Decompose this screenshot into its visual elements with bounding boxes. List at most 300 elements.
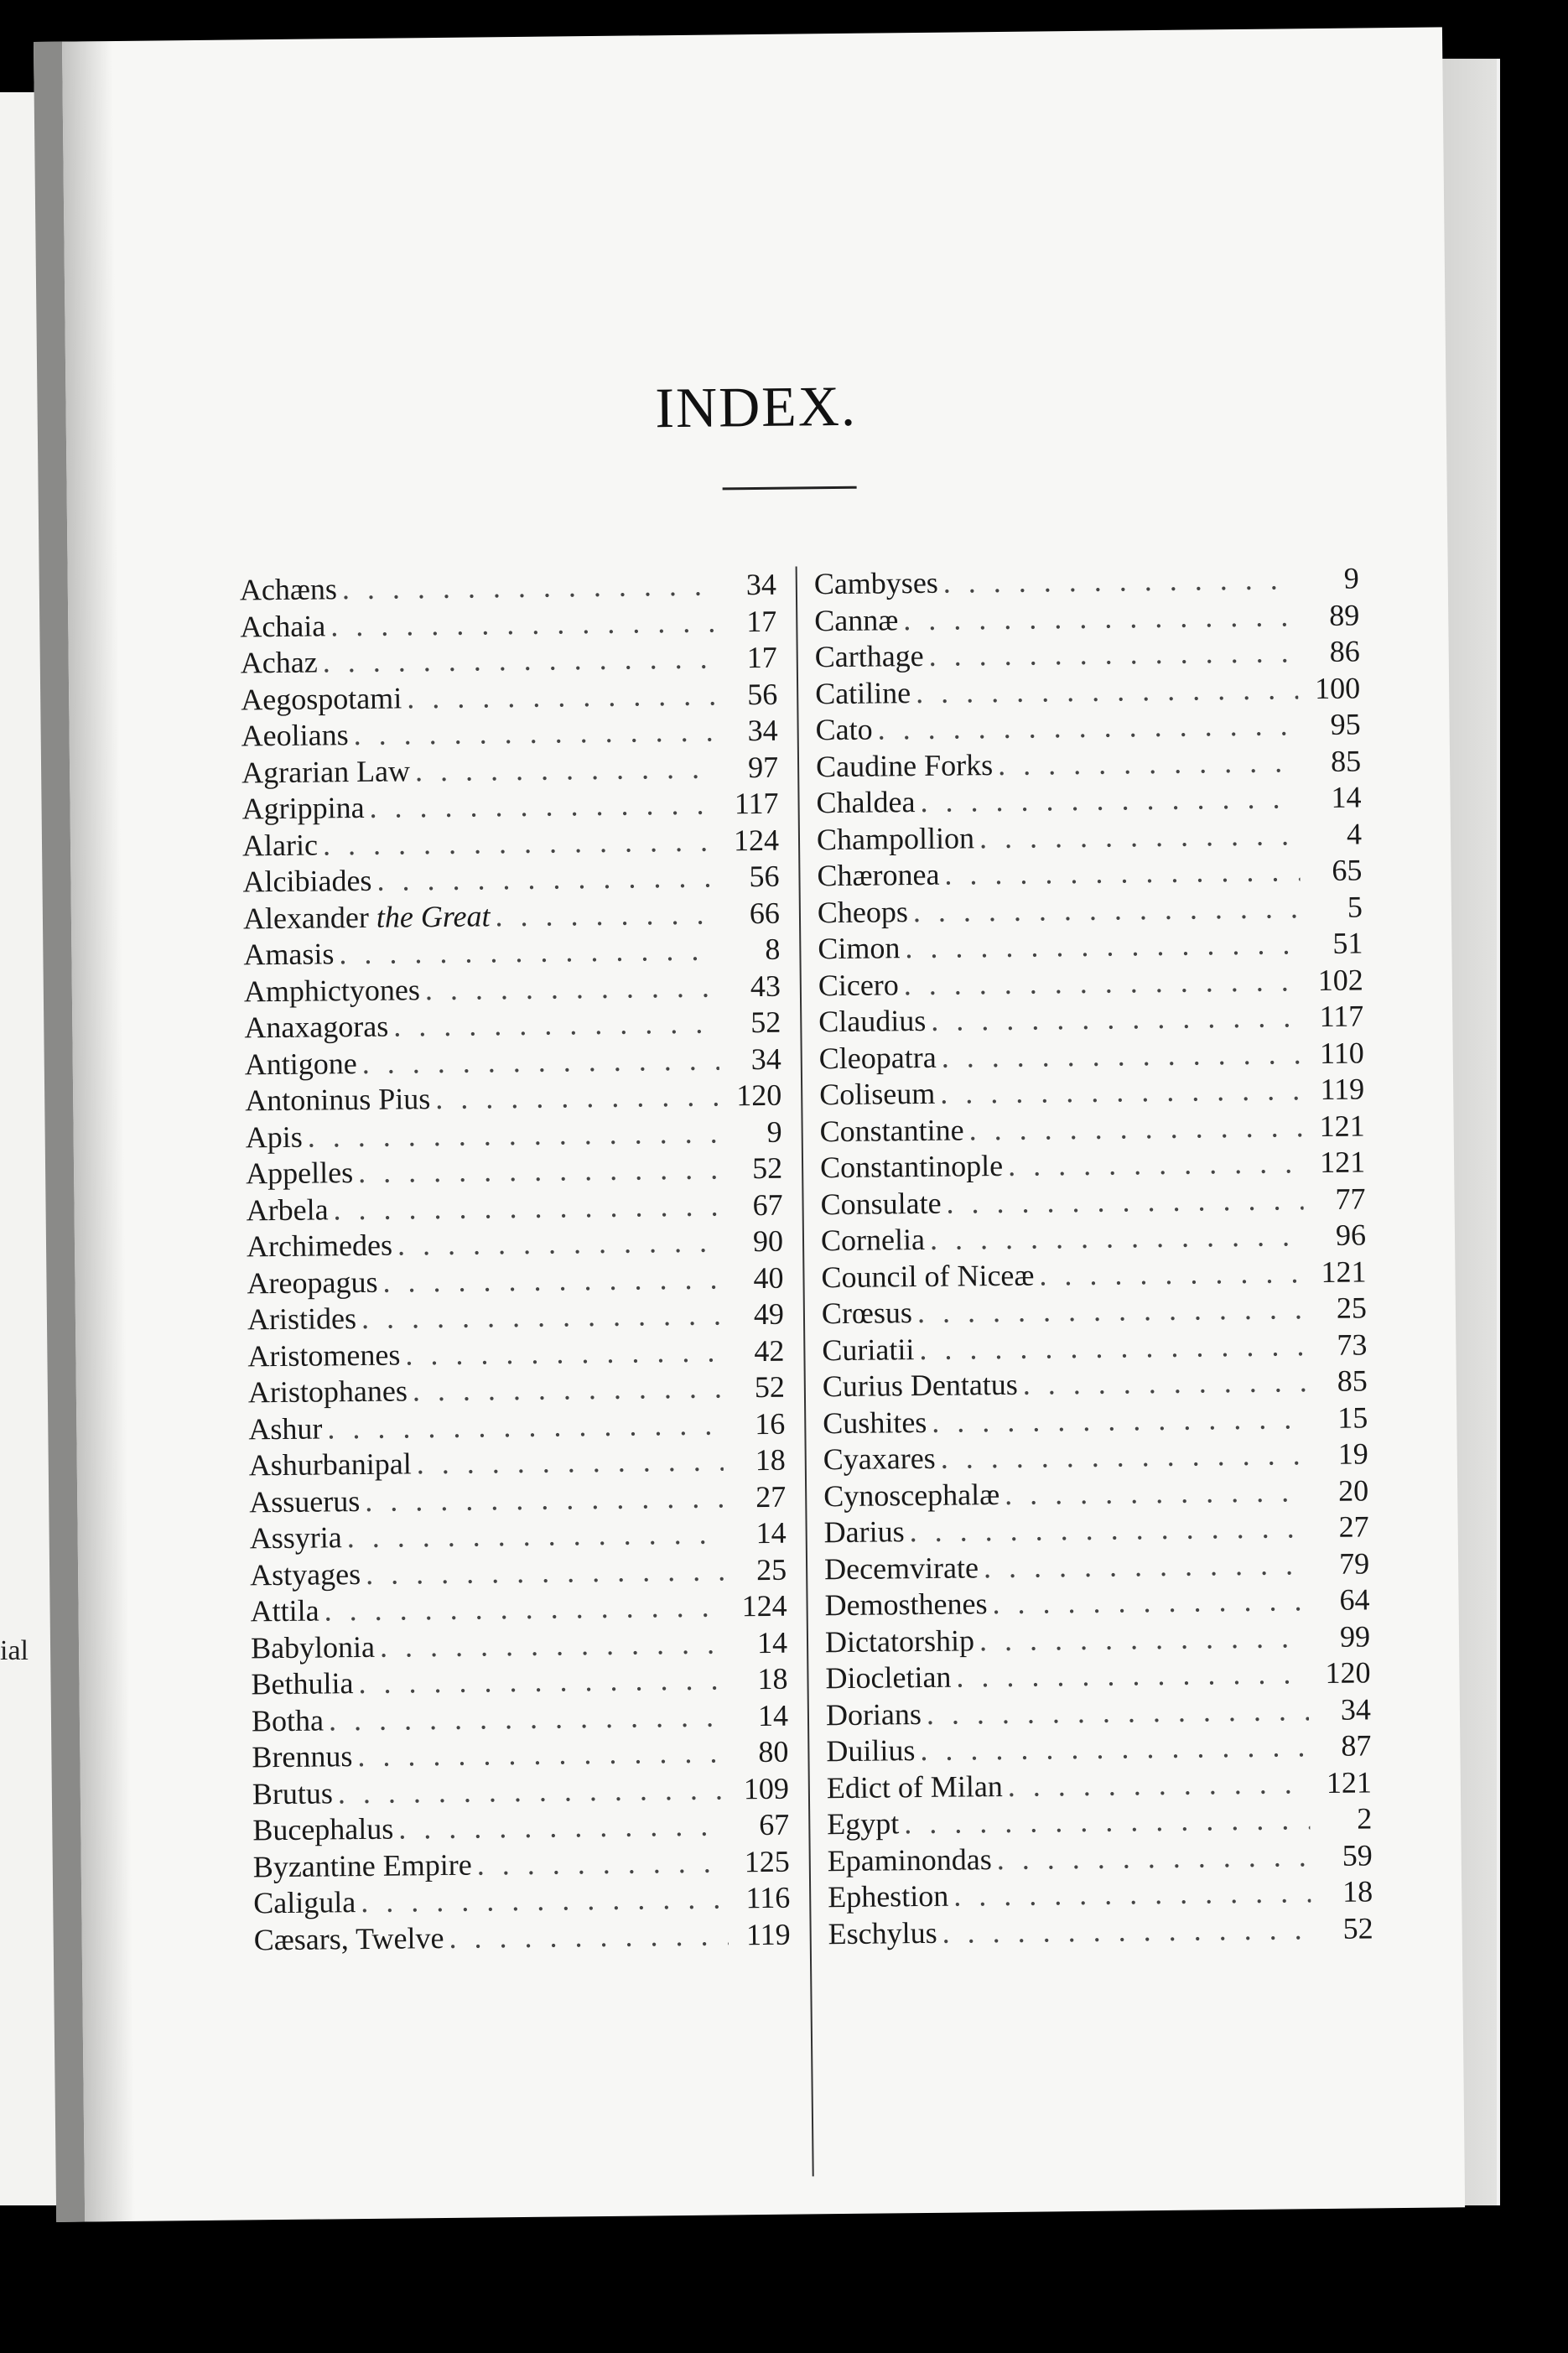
dot-leader: [992, 1838, 1311, 1877]
index-entry: [241, 713, 777, 755]
index-entry: [244, 968, 781, 1010]
index-entry: [825, 1654, 1370, 1696]
dot-leader: [1003, 1145, 1303, 1183]
dot-leader: [939, 853, 1300, 892]
index-entry: [815, 670, 1360, 712]
dot-leader: [941, 1182, 1303, 1221]
dot-leader: [923, 634, 1297, 673]
index-entry: [251, 1661, 787, 1703]
index-entry: [823, 1436, 1368, 1478]
dot-leader: [319, 1588, 724, 1628]
gutter-shade: [62, 41, 135, 2221]
index-entry-name: Council of Niceæ: [821, 1258, 1035, 1294]
index-entry-page: 14: [1331, 780, 1362, 814]
index-entry: [825, 1618, 1370, 1660]
index-entry-name: Alcibiades: [242, 863, 372, 899]
index-entry-name: Cleopatra: [818, 1040, 937, 1075]
index-entry-name: Cæsars, Twelve: [253, 1920, 444, 1956]
index-entry-page: 34: [747, 713, 778, 748]
index-entry-name: Astyages: [249, 1556, 361, 1592]
index-entry: [824, 1582, 1369, 1623]
index-entry-name: Alaric: [241, 828, 319, 862]
index-entry: [826, 1727, 1371, 1769]
index-entry-page: 90: [752, 1223, 784, 1259]
book-page: [34, 27, 1465, 2221]
index-column-right: [814, 560, 1373, 1952]
index-entry-name: Achaia: [240, 608, 326, 643]
index-entry-page: 16: [755, 1406, 786, 1441]
index-entry-name: Epaminondas: [827, 1841, 992, 1878]
index-entry: [241, 640, 777, 682]
index-entry-page: 8: [765, 932, 781, 966]
index-entry-name: Curiatii: [822, 1332, 915, 1367]
index-entry-name: Ashur: [248, 1410, 323, 1446]
index-entry-name: Appelles: [245, 1156, 354, 1191]
index-entry-name: Archimedes: [246, 1228, 393, 1264]
index-entry-name: Areopagus: [247, 1265, 378, 1300]
index-entry: [827, 1764, 1372, 1806]
index-entry-name: Chæronea: [817, 857, 940, 893]
dot-leader: [935, 1072, 1302, 1111]
index-entry-name: Agrippina: [241, 790, 365, 826]
index-entry-name: Amasis: [243, 937, 335, 972]
index-entry-page: 18: [757, 1661, 788, 1696]
dot-leader: [317, 641, 714, 680]
index-entry-name: Diocletian: [825, 1660, 952, 1696]
index-entry: [244, 1005, 781, 1047]
index-entry: [252, 1734, 788, 1776]
dot-leader: [334, 932, 718, 972]
dot-leader: [357, 1041, 719, 1081]
index-entry-name: Egypt: [827, 1806, 900, 1841]
index-entry: [815, 706, 1360, 748]
index-entry-page: 56: [749, 859, 780, 894]
index-entry-page: 17: [746, 604, 777, 638]
dot-leader: [341, 1515, 724, 1555]
index-entry: [248, 1369, 785, 1411]
dot-leader: [999, 1473, 1306, 1512]
index-entry: [823, 1473, 1368, 1514]
index-entry: [819, 1035, 1364, 1077]
index-entry: [248, 1405, 785, 1447]
dot-leader: [993, 744, 1299, 782]
index-entry-name: Achaz: [240, 645, 318, 680]
index-entry-page: 34: [745, 567, 777, 602]
index-entry: [252, 1770, 789, 1812]
dot-leader: [356, 1296, 722, 1336]
index-entry: [823, 1400, 1368, 1441]
index-entry: [247, 1332, 784, 1374]
index-entry-name: Antigone: [244, 1046, 357, 1081]
dot-leader: [914, 1327, 1305, 1367]
index-entry-name: Botha: [251, 1702, 325, 1737]
index-entry: [816, 743, 1361, 785]
index-entry: [818, 998, 1363, 1040]
dot-leader: [337, 568, 714, 607]
dot-leader: [412, 1442, 724, 1481]
index-entry: [249, 1478, 786, 1520]
index-entry-name: Demosthenes: [824, 1587, 988, 1623]
index-entry: [246, 1187, 782, 1228]
index-entry-name: Constantine: [819, 1112, 964, 1148]
dot-leader: [325, 604, 714, 643]
index-entry-page: 9: [1343, 561, 1359, 595]
index-entry-page: 97: [747, 750, 779, 784]
index-entry-page: 87: [1341, 1728, 1372, 1763]
index-entry-page: 119: [1320, 1072, 1365, 1106]
index-entry: [241, 786, 778, 828]
dot-leader: [1034, 1254, 1304, 1292]
index-entry-page: 117: [734, 786, 779, 821]
index-entry-page: 19: [1337, 1436, 1368, 1471]
index-entry-name: Constantinople: [819, 1148, 1004, 1185]
dot-leader: [1003, 1765, 1310, 1804]
index-entry-page: 49: [753, 1296, 785, 1332]
dot-leader: [400, 1333, 722, 1372]
index-entry-name: Cambyses: [813, 565, 939, 601]
dot-leader: [872, 707, 1298, 746]
dot-leader: [935, 1436, 1306, 1476]
index-entry-name: Caligula: [253, 1885, 356, 1920]
index-entry-name: Dorians: [825, 1696, 922, 1732]
index-entry-name: Brennus: [252, 1739, 353, 1774]
index-entry-page: 125: [744, 1844, 790, 1878]
index-entry: [822, 1290, 1367, 1332]
index-entry-page: 85: [1337, 1363, 1368, 1398]
index-entry-name: Aristophanes: [247, 1374, 408, 1410]
index-entry-name: Amphictyones: [243, 972, 421, 1008]
index-entry-page: 102: [1317, 962, 1364, 997]
dot-leader: [371, 860, 717, 898]
index-entry-page: 121: [1319, 1108, 1365, 1143]
index-entry: [828, 1873, 1373, 1915]
dot-leader: [322, 1406, 723, 1446]
dot-leader: [938, 561, 1297, 600]
index-entry-name: Aeolians: [241, 718, 349, 753]
dot-leader: [912, 1291, 1305, 1330]
index-entry: [828, 1910, 1373, 1952]
index-entry-name: Curius Dentatus: [822, 1367, 1019, 1404]
index-entry-name: Aristomenes: [247, 1338, 401, 1373]
index-entry: [240, 603, 776, 645]
index-entry: [819, 1071, 1364, 1113]
dot-leader: [974, 817, 1300, 855]
index-entry-page: 25: [755, 1552, 787, 1587]
dot-leader: [352, 1734, 726, 1774]
index-entry-name: Cheops: [817, 894, 909, 929]
index-entry-page: 100: [1314, 670, 1361, 705]
index-entry-page: 66: [749, 896, 781, 930]
index-entry: [827, 1800, 1372, 1842]
index-entry-name: Ashurbanipal: [248, 1447, 412, 1483]
dot-leader: [420, 969, 719, 1007]
index-entry-name: Agrarian Law: [241, 753, 411, 789]
dot-leader: [348, 714, 715, 753]
index-entry-name: Cornelia: [820, 1222, 926, 1258]
index-entry: [253, 1843, 790, 1885]
dot-leader: [324, 1698, 726, 1737]
dot-leader: [471, 1844, 728, 1882]
index-entry-name: Alexander the Great: [242, 898, 491, 935]
index-entry-name: Cicero: [818, 967, 900, 1002]
index-entry-page: 2: [1357, 1801, 1373, 1836]
index-entry-name: Darius: [823, 1514, 905, 1550]
index-entry: [247, 1260, 783, 1301]
index-entry-name: Cynoscephalæ: [823, 1477, 1000, 1513]
dot-leader: [408, 1369, 723, 1408]
index-entry-page: 79: [1338, 1545, 1370, 1581]
index-entry: [818, 889, 1363, 931]
index-entry: [249, 1515, 786, 1557]
index-entry-page: 17: [746, 640, 777, 675]
index-entry-name: Duilius: [826, 1733, 916, 1769]
index-entry-name: Crœsus: [821, 1296, 913, 1331]
dot-leader: [963, 1109, 1302, 1147]
index-entry-page: 27: [1338, 1509, 1369, 1544]
index-entry-page: 9: [766, 1114, 782, 1149]
index-entry-name: Assyria: [249, 1520, 342, 1556]
index-entry-name: Achæns: [239, 572, 338, 607]
dot-leader: [328, 1187, 720, 1227]
dot-leader: [951, 1655, 1308, 1694]
index-entry-page: 52: [1342, 1910, 1373, 1945]
index-entry-name: Champollion: [816, 820, 975, 856]
dot-leader: [364, 787, 716, 825]
index-entry: [820, 1144, 1365, 1186]
index-entry-name: Aristides: [247, 1301, 357, 1337]
dot-leader: [490, 896, 718, 933]
dot-leader: [333, 1771, 727, 1810]
index-entry-name: Cimon: [818, 931, 901, 966]
title-rule: [723, 486, 857, 491]
dot-leader: [393, 1807, 727, 1846]
index-entry-page: 52: [750, 1005, 781, 1040]
index-entry-page: 64: [1339, 1582, 1370, 1617]
left-page-text-fragment: ial: [0, 1635, 29, 1666]
index-entry: [253, 1916, 790, 1958]
index-entry-page: 120: [735, 1078, 782, 1113]
index-entry-name: Babylonia: [250, 1629, 376, 1665]
index-entry-name: Attila: [250, 1593, 319, 1628]
dot-leader: [915, 1728, 1309, 1768]
index-entry-name: Arbela: [246, 1192, 329, 1227]
dot-leader: [979, 1546, 1308, 1585]
index-entry-name: Assuerus: [249, 1483, 361, 1519]
index-entry: [252, 1697, 788, 1739]
dot-leader: [444, 1917, 729, 1956]
index-entry-name: Brutus: [252, 1775, 334, 1810]
index-entry-page: 73: [1337, 1327, 1368, 1362]
index-entry-name: Dictatorship: [824, 1623, 975, 1659]
index-entry-page: 117: [1319, 999, 1364, 1034]
index-entry-page: 14: [757, 1698, 789, 1732]
index-entry-name: Cyaxares: [823, 1441, 936, 1477]
index-entry-page: 18: [1342, 1874, 1373, 1909]
index-entry: [821, 1254, 1366, 1296]
index-entry-page: 120: [1325, 1655, 1371, 1690]
index-entry: [252, 1807, 789, 1849]
index-entry: [242, 859, 779, 901]
index-entry-page: 110: [1319, 1035, 1364, 1070]
index-entry: [245, 1041, 781, 1083]
index-entry-page: 52: [754, 1369, 786, 1405]
index-entry: [814, 560, 1359, 602]
index-entry-page: 124: [733, 823, 780, 857]
index-entry: [822, 1327, 1367, 1369]
index-entry: [821, 1217, 1366, 1259]
index-entry-page: 56: [746, 677, 778, 711]
dot-leader: [353, 1661, 725, 1701]
dot-leader: [899, 963, 1301, 1002]
index-entry-page: 34: [1340, 1691, 1372, 1727]
index-entry-page: 67: [759, 1807, 790, 1842]
index-entry-page: 18: [755, 1442, 786, 1478]
index-entry-name: Aegospotami: [241, 680, 402, 716]
index-entry: [818, 962, 1363, 1004]
page-title: INDEX.: [654, 373, 858, 440]
dot-leader: [974, 1619, 1308, 1658]
index-entry-page: 5: [1347, 889, 1363, 924]
index-entry-page: 119: [745, 1917, 791, 1951]
index-entry-page: 116: [745, 1880, 791, 1915]
index-entry: [815, 633, 1360, 675]
index-entry: [250, 1551, 787, 1593]
index-entry-page: 40: [753, 1260, 784, 1295]
index-entry: [828, 1837, 1373, 1879]
index-entry: [824, 1545, 1369, 1587]
dot-leader: [360, 1479, 724, 1519]
dot-leader: [392, 1223, 721, 1262]
index-entry-page: 67: [752, 1187, 783, 1222]
index-entry-page: 14: [756, 1625, 788, 1660]
dot-leader: [898, 598, 1297, 637]
index-entry-page: 77: [1335, 1181, 1366, 1216]
index-entry: [245, 1078, 781, 1119]
index-entry-page: 85: [1330, 743, 1362, 778]
index-entry-name: Eschylus: [828, 1915, 937, 1950]
index-entry: [245, 1114, 781, 1156]
index-entry-page: 99: [1339, 1618, 1371, 1654]
index-entry-page: 4: [1346, 816, 1363, 851]
index-entry: [241, 676, 777, 718]
index-entry: [243, 932, 780, 974]
dot-leader: [911, 671, 1298, 710]
index-entry: [253, 1880, 790, 1922]
index-entry: [820, 1181, 1365, 1223]
index-entry: [240, 567, 776, 609]
index-entry-name: Caudine Forks: [815, 747, 994, 783]
dot-leader: [302, 1114, 719, 1154]
index-entry-name: Cushites: [823, 1405, 927, 1440]
index-entry-page: 65: [1332, 853, 1363, 887]
index-entry-name: Byzantine Empire: [252, 1847, 472, 1883]
column-divider: [796, 566, 814, 2176]
index-entry-page: 89: [1329, 597, 1360, 632]
index-entry: [243, 895, 780, 937]
index-entry-page: 27: [755, 1479, 787, 1514]
dot-leader: [922, 1692, 1309, 1732]
dot-leader: [927, 1400, 1306, 1440]
dot-leader: [937, 1911, 1311, 1950]
dot-leader: [356, 1880, 728, 1919]
dot-leader: [377, 1260, 721, 1299]
index-entry: [247, 1296, 784, 1338]
index-entry-page: 109: [743, 1771, 790, 1805]
dot-leader: [430, 1078, 719, 1117]
index-entry-page: 25: [1336, 1291, 1368, 1325]
dot-leader: [899, 1801, 1310, 1841]
index-entry-page: 42: [754, 1333, 785, 1368]
index-entry: [249, 1442, 786, 1484]
index-entry-page: 59: [1342, 1837, 1373, 1873]
index-entry-page: 52: [751, 1151, 783, 1186]
index-entry: [819, 1108, 1364, 1150]
index-entry-name: Apis: [245, 1119, 303, 1154]
dot-leader: [987, 1582, 1307, 1621]
index-entry: [816, 779, 1361, 821]
index-entry-page: 121: [1319, 1145, 1366, 1180]
index-entry: [817, 816, 1362, 858]
index-entry: [823, 1363, 1368, 1405]
index-entry-page: 14: [755, 1515, 787, 1550]
dot-leader: [926, 999, 1301, 1038]
index-entry-page: 121: [1321, 1254, 1367, 1289]
index-entry-name: Consulate: [820, 1186, 942, 1221]
dot-leader: [375, 1625, 725, 1664]
index-entry-name: Claudius: [818, 1003, 927, 1039]
dot-leader: [410, 750, 717, 788]
dot-leader: [361, 1552, 724, 1592]
index-entry: [814, 597, 1359, 639]
index-entry-name: Chaldea: [816, 785, 916, 820]
dot-leader: [904, 1509, 1306, 1549]
dot-leader: [318, 823, 717, 862]
index-entry-page: 121: [1326, 1764, 1373, 1800]
index-entry: [251, 1624, 787, 1666]
dot-leader: [936, 1036, 1301, 1075]
dot-leader: [915, 780, 1299, 819]
dot-leader: [388, 1005, 719, 1044]
index-entry-page: 20: [1337, 1473, 1369, 1508]
index-entry-page: 96: [1335, 1218, 1367, 1252]
index-entry-page: 34: [750, 1041, 781, 1076]
index-entry: [242, 822, 779, 864]
index-entry-name: Edict of Milan: [826, 1769, 1004, 1805]
index-entry-name: Cato: [815, 712, 873, 747]
index-entry-name: Anaxagoras: [244, 1009, 389, 1045]
dot-leader: [908, 890, 1301, 929]
index-entry-name: Bethulia: [251, 1666, 354, 1701]
dot-leader: [900, 926, 1301, 965]
index-entry: [826, 1691, 1371, 1733]
index-entry-page: 95: [1330, 707, 1361, 741]
index-column-left: [240, 567, 791, 1959]
index-entry: [241, 749, 778, 791]
index-entry-name: Coliseum: [818, 1076, 936, 1112]
index-entry-page: 51: [1332, 926, 1363, 960]
index-entry: [247, 1223, 783, 1265]
dot-leader: [1018, 1363, 1306, 1402]
index-entry-page: 43: [750, 969, 781, 1003]
index-entry-name: Bucephalus: [252, 1811, 394, 1847]
index-entry-name: Cannæ: [814, 602, 899, 637]
index-entry-name: Decemvirate: [823, 1550, 979, 1586]
index-entry-page: 80: [758, 1734, 789, 1769]
dot-leader: [353, 1151, 720, 1190]
index-entry: [818, 925, 1363, 967]
dot-leader: [925, 1218, 1304, 1257]
dot-leader: [402, 677, 715, 715]
